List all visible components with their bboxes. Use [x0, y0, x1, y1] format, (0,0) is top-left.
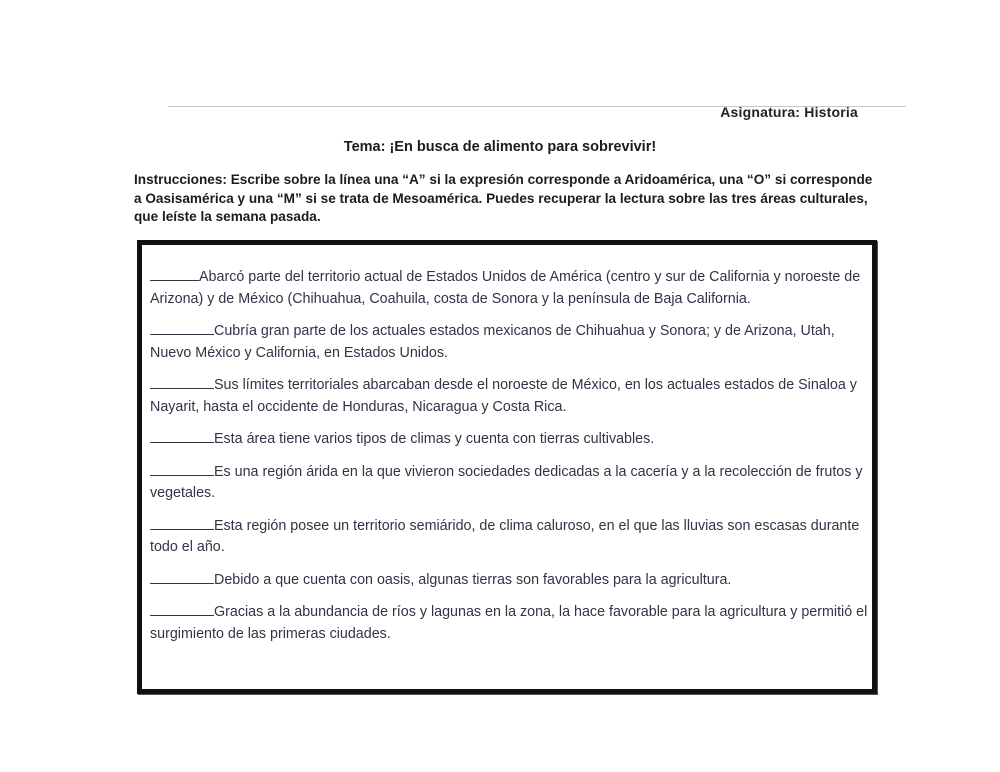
exercise-text-4: Esta área tiene varios tipos de climas y cuenta con tierras cultivables.	[214, 431, 655, 447]
exercise-item-8	[150, 602, 868, 645]
answer-blank-1[interactable]	[150, 267, 199, 281]
answer-blank-7[interactable]	[150, 570, 214, 584]
answer-blank-2[interactable]	[150, 321, 214, 335]
instructions-text: Instrucciones: Escribe sobre la línea una “A” si la expresión corresponde a Aridoamérica, una “O” si corresponde a Oasisamérica y una “M” si se trata de Mesoamérica. Puedes recuperar la lectura sobre las tres áreas culturales, que leíste la semana pasada.	[134, 172, 873, 224]
exercise-item-1	[150, 267, 868, 310]
exercise-text-6: Esta región posee un territorio semiárido, de clima caluroso, en el que las lluvias son escasas durante todo el año.	[150, 517, 860, 555]
exercise-item-7	[150, 570, 868, 592]
answer-blank-8[interactable]	[150, 602, 214, 616]
exercise-item-2	[150, 321, 868, 364]
answer-blank-6[interactable]	[150, 516, 214, 530]
exercise-item-3	[150, 375, 868, 418]
exercise-item-6	[150, 516, 868, 559]
exercise-list	[150, 267, 868, 656]
exercise-text-5: Es una región árida en la que vivieron sociedades dedicadas a la cacería y a la recolección de frutos y vegetales.	[150, 463, 863, 501]
answer-blank-3[interactable]	[150, 375, 214, 389]
page-title: Tema: ¡En busca de alimento para sobrevivir!	[343, 139, 657, 155]
subject-label: Asignatura: Historia	[720, 104, 858, 120]
exercise-text-3: Sus límites territoriales abarcaban desde el noroeste de México, en los actuales estados de Sinaloa y Nayarit, hasta el occidente de Honduras, Nicaragua y Costa Rica.	[150, 377, 857, 415]
exercise-text-7: Debido a que cuenta con oasis, algunas tierras son favorables para la agricultura.	[214, 571, 732, 588]
exercise-text-1: Abarcó parte del territorio actual de Estados Unidos de América (centro y sur de California y noroeste de Arizona) y de México (Chihuahua, Coahuila, costa de Sonora y la península de Baja California.	[150, 269, 861, 307]
exercise-item-5	[150, 462, 868, 505]
exercise-text-8: Gracias a la abundancia de ríos y lagunas en la zona, la hace favorable para la agricultura y permitió el surgimiento de las primeras ciudades.	[150, 604, 868, 642]
exercise-text-2: Cubría gran parte de los actuales estados mexicanos de Chihuahua y Sonora; y de Arizona, Utah, Nuevo México y California, en Estados Unidos.	[150, 323, 835, 361]
answer-blank-5[interactable]	[150, 462, 214, 476]
answer-blank-4[interactable]	[150, 429, 214, 443]
exercise-item-4	[150, 429, 868, 451]
